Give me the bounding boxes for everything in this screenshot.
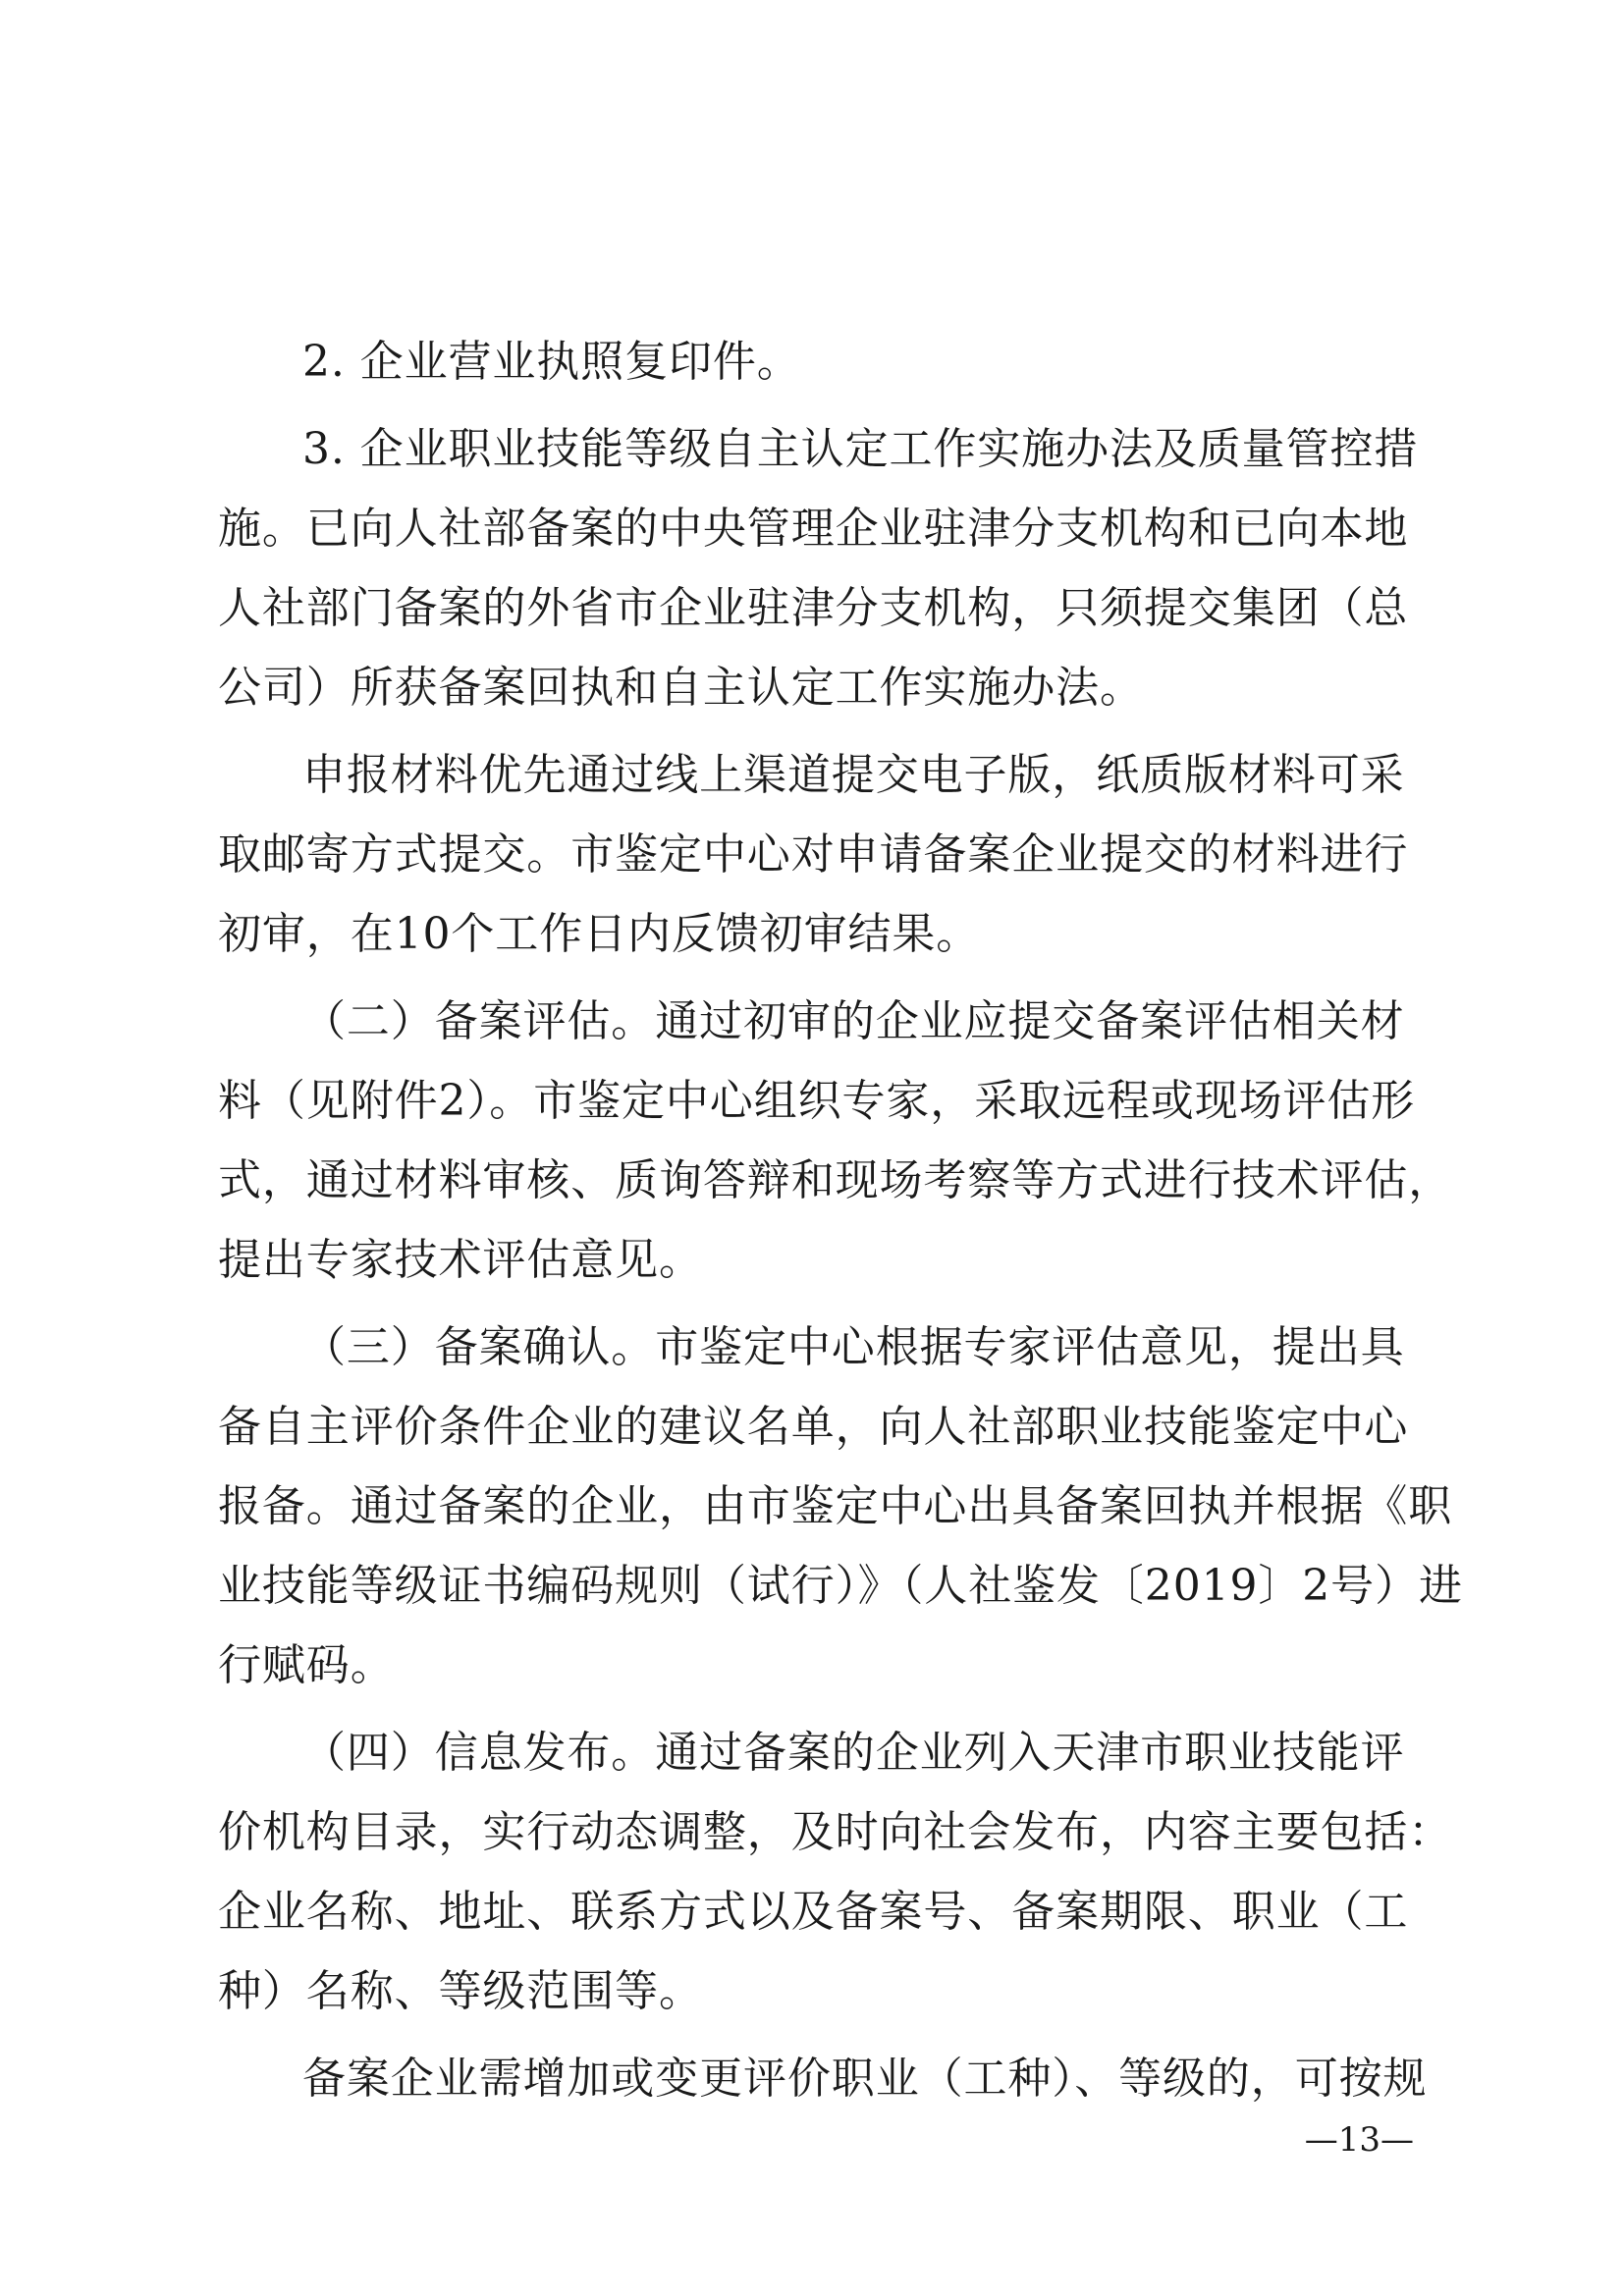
text-line: （四）信息发布。通过备案的企业列入天津市职业技能评 xyxy=(302,1728,1405,1778)
page-number: —13— xyxy=(1304,2120,1414,2160)
text-line: 料（见附件2）。市鉴定中心组织专家，采取远程或现场评估形 xyxy=(218,1076,1416,1126)
text-line: 2. 企业营业执照复印件。 xyxy=(302,337,801,387)
body-text xyxy=(218,322,1463,2118)
text-line: 价机构目录，实行动态调整，及时向社会发布，内容主要包括： xyxy=(218,1807,1453,1857)
paragraph-section-4 xyxy=(218,1713,1453,2031)
text-line: 企业名称、地址、联系方式以及备案号、备案期限、职业（工 xyxy=(218,1887,1409,1937)
text-line: 行赋码。 xyxy=(218,1640,395,1690)
text-line: 报备。通过备案的企业，由市鉴定中心出具备案回执并根据《职 xyxy=(218,1481,1453,1531)
paragraph-item-3 xyxy=(218,409,1419,727)
text-line: 提出专家技术评估意见。 xyxy=(218,1235,703,1285)
text-line: 种）名称、等级范围等。 xyxy=(218,1966,703,2016)
text-line: 备自主评价条件企业的建议名单，向人社部职业技能鉴定中心 xyxy=(218,1402,1409,1452)
paragraph-section-2 xyxy=(218,982,1453,1300)
paragraph-change xyxy=(218,2039,1428,2118)
text-line: 公司）所获备案回执和自主认定工作实施办法。 xyxy=(218,663,1144,713)
text-line: 人社部门备案的外省市企业驻津分支机构，只须提交集团（总 xyxy=(218,583,1409,633)
text-line: 式，通过材料审核、质询答辩和现场考察等方式进行技术评估， xyxy=(218,1155,1453,1205)
text-line: 初审，在10个工作日内反馈初审结果。 xyxy=(218,909,981,959)
text-line: 取邮寄方式提交。市鉴定中心对申请备案企业提交的材料进行 xyxy=(218,829,1409,880)
paragraph-item-2 xyxy=(218,322,1408,401)
text-line: 业技能等级证书编码规则（试行）》（人社鉴发〔2019〕2号）进 xyxy=(218,1561,1463,1611)
paragraph-submission xyxy=(218,735,1408,974)
text-line: 申报材料优先通过线上渠道提交电子版，纸质版材料可采 xyxy=(302,750,1405,800)
text-line: 备案企业需增加或变更评价职业（工种）、等级的，可按规 xyxy=(302,2054,1428,2104)
paragraph-section-3 xyxy=(218,1308,1463,1705)
text-line: 施。已向人社部备案的中央管理企业驻津分支机构和已向本地 xyxy=(218,504,1409,554)
text-line: 3. 企业职业技能等级自主认定工作实施办法及质量管控措 xyxy=(302,424,1419,474)
text-line: （二）备案评估。通过初审的企业应提交备案评估相关材 xyxy=(302,996,1405,1046)
text-line: （三）备案确认。市鉴定中心根据专家评估意见，提出具 xyxy=(302,1322,1405,1372)
